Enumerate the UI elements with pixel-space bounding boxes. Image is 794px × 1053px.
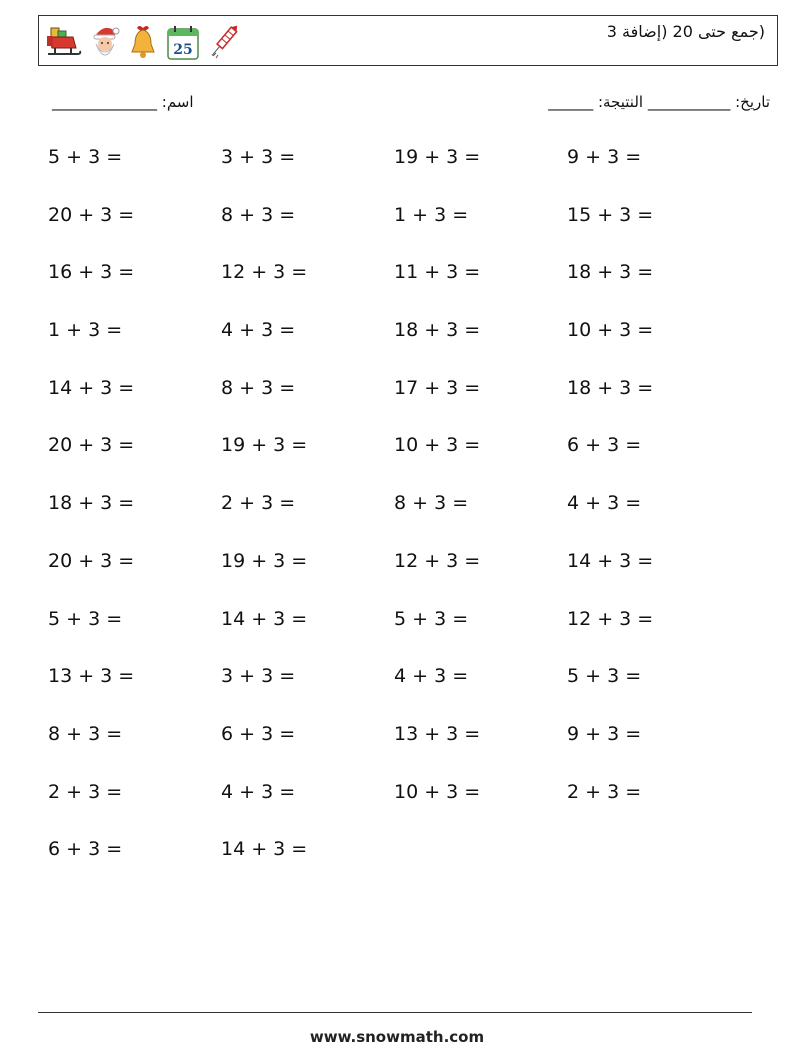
- problem-item: 14 + 3 =: [221, 607, 308, 630]
- problem-item: 9 + 3 =: [567, 722, 642, 745]
- header-icons: [43, 21, 241, 63]
- problem-grid: [48, 146, 748, 896]
- problem-item: 5 + 3 =: [394, 607, 469, 630]
- problem-item: 18 + 3 =: [567, 376, 654, 399]
- problem-item: 2 + 3 =: [221, 492, 296, 515]
- problem-item: 6 + 3 =: [567, 434, 642, 457]
- problem-item: 19 + 3 =: [221, 434, 308, 457]
- problem-item: 13 + 3 =: [394, 722, 481, 745]
- calendar-day: 25: [173, 42, 193, 58]
- problem-item: 18 + 3 =: [567, 261, 654, 284]
- problem-item: 13 + 3 =: [48, 665, 135, 688]
- problem-item: 6 + 3 =: [48, 838, 123, 861]
- problem-item: 14 + 3 =: [567, 549, 654, 572]
- problem-item: 10 + 3 =: [394, 780, 481, 803]
- firework-rocket-icon: [207, 22, 241, 62]
- worksheet-header: [38, 15, 778, 66]
- problem-item: 3 + 3 =: [221, 146, 296, 168]
- footer-url: www.snowmath.com: [309, 1028, 485, 1046]
- problem-item: 8 + 3 =: [48, 722, 123, 745]
- problem-item: 4 + 3 =: [221, 319, 296, 342]
- problem-item: 17 + 3 =: [394, 376, 481, 399]
- problem-item: 18 + 3 =: [394, 319, 481, 342]
- sleigh-icon: [43, 22, 83, 62]
- problem-item: 20 + 3 =: [48, 434, 135, 457]
- problem-item: 11 + 3 =: [394, 261, 481, 284]
- footer-divider: [38, 1012, 752, 1013]
- date-score-field: ______ :تاريخ: ___________ النتيجة: [548, 93, 770, 111]
- problem-item: 8 + 3 =: [221, 203, 296, 226]
- problem-item: 5 + 3 =: [48, 607, 123, 630]
- problem-item: 20 + 3 =: [48, 203, 135, 226]
- problem-item: 4 + 3 =: [221, 780, 296, 803]
- worksheet-title: (جمع حتى 20 (إضافة 3: [606, 22, 765, 41]
- problem-item: 8 + 3 =: [394, 492, 469, 515]
- problem-item: 9 + 3 =: [567, 146, 642, 168]
- problem-item: 8 + 3 =: [221, 376, 296, 399]
- problem-item: 5 + 3 =: [48, 146, 123, 168]
- name-field: ______________ :اسم: [52, 93, 194, 111]
- problem-item: 15 + 3 =: [567, 203, 654, 226]
- problem-item: 12 + 3 =: [221, 261, 308, 284]
- problem-item: 19 + 3 =: [221, 549, 308, 572]
- problem-item: 19 + 3 =: [394, 146, 481, 168]
- problem-item: 10 + 3 =: [567, 319, 654, 342]
- santa-icon: [89, 22, 121, 62]
- problem-item: 2 + 3 =: [567, 780, 642, 803]
- problem-item: 14 + 3 =: [48, 376, 135, 399]
- problem-item: 10 + 3 =: [394, 434, 481, 457]
- problem-item: 2 + 3 =: [48, 780, 123, 803]
- problem-item: 4 + 3 =: [394, 665, 469, 688]
- problem-item: 18 + 3 =: [48, 492, 135, 515]
- problem-item: 12 + 3 =: [394, 549, 481, 572]
- problem-item: 6 + 3 =: [221, 722, 296, 745]
- problem-item: 5 + 3 =: [567, 665, 642, 688]
- problem-item: 12 + 3 =: [567, 607, 654, 630]
- bell-icon: [127, 22, 159, 62]
- calendar-icon: [165, 22, 201, 62]
- problem-item: 16 + 3 =: [48, 261, 135, 284]
- problem-item: 1 + 3 =: [48, 319, 123, 342]
- problem-item: 1 + 3 =: [394, 203, 469, 226]
- problem-item: 3 + 3 =: [221, 665, 296, 688]
- problem-item: 4 + 3 =: [567, 492, 642, 515]
- problem-item: 20 + 3 =: [48, 549, 135, 572]
- problem-item: 14 + 3 =: [221, 838, 308, 861]
